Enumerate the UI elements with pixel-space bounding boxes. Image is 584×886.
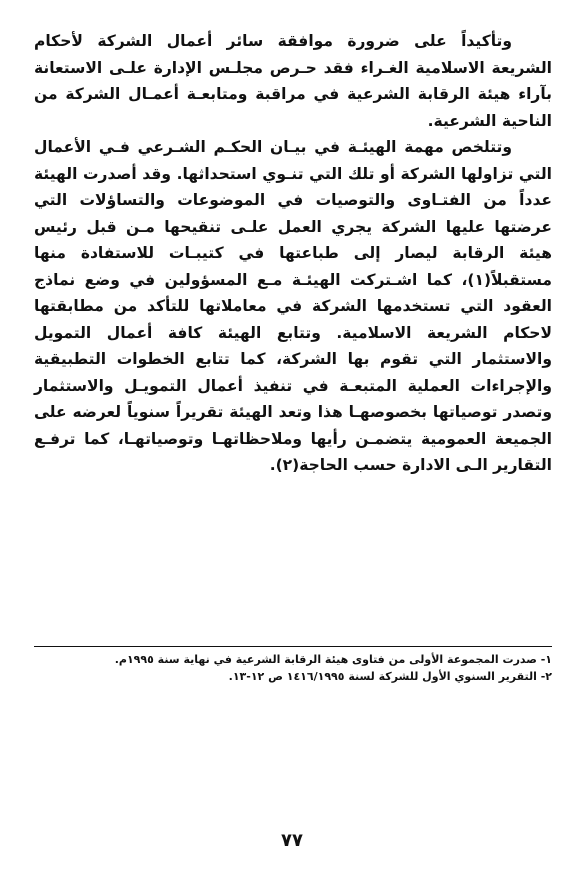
body-text xyxy=(34,28,552,479)
footnotes xyxy=(34,651,552,685)
footnote-separator xyxy=(34,646,552,647)
page-number: ٧٧ xyxy=(281,830,303,851)
paragraph-1: وتأكيداً على ضرورة موافقة سائر أعمال الشركة لأحكام الشريعة الاسلامية الغـراء فقد حـرص مجلـس الإدارة علـى الاستعانة بآراء هيئة الرقابة الشرعية في مراقبة ومتابعـة أعمـال الشركة من الناحية الشرعية. xyxy=(34,32,552,130)
footnote-2: ٢- التقرير السنوي الأول للشركة لسنة ١٤١٦/١٩٩٥ ص ١٢-١٣. xyxy=(228,670,552,683)
paragraph-2: وتتلخص مهمة الهيئـة في بيـان الحكـم الشـرعي فـي الأعمال التي تزاولها الشركة أو تلك التي تنـوي استحداثها. وقد أصدرت الهيئة عدداً من الفتـاوى والتوصيات في الموضوعات والتساؤلات التي عرضتها عليها الشركة يجري العمل علـى تنقيحها مـن قبل رئيس هيئة الرقابة ليصار إلى طباعتها في كتيبـات للاستفادة منها مستقبلاً(١)، كما اشـتركت الهيئـة مـع المسؤولين في وضع نماذج العقود التي تستخدمها الشركة في معاملاتها للتأكد من مطابقتها لاحكام الشريعة الاسلامية. وتتابع الهيئة كافة أعمال التمويل والاستثمار التي تقوم بها الشركة، كما تتابع الخطوات التطبيقية والإجراءات العملية المتبعـة في تنفيذ أعمال التمويـل والاستثمار وتصدر توصياتها بخصوصهـا هذا وتعد الهيئة تقريراً سنوياً لعرضه على الجميعة العمومية يتضمـن رأيها وملاحظاتهـا وتوصياتهـا، كما ترفـع التقارير الـى الادارة حسب الحاجة(٢). xyxy=(34,138,552,474)
footnote-1: ١- صدرت المجموعة الأولى من فتاوى هيئة الرقابة الشرعية في نهاية سنة ١٩٩٥م. xyxy=(114,653,552,666)
